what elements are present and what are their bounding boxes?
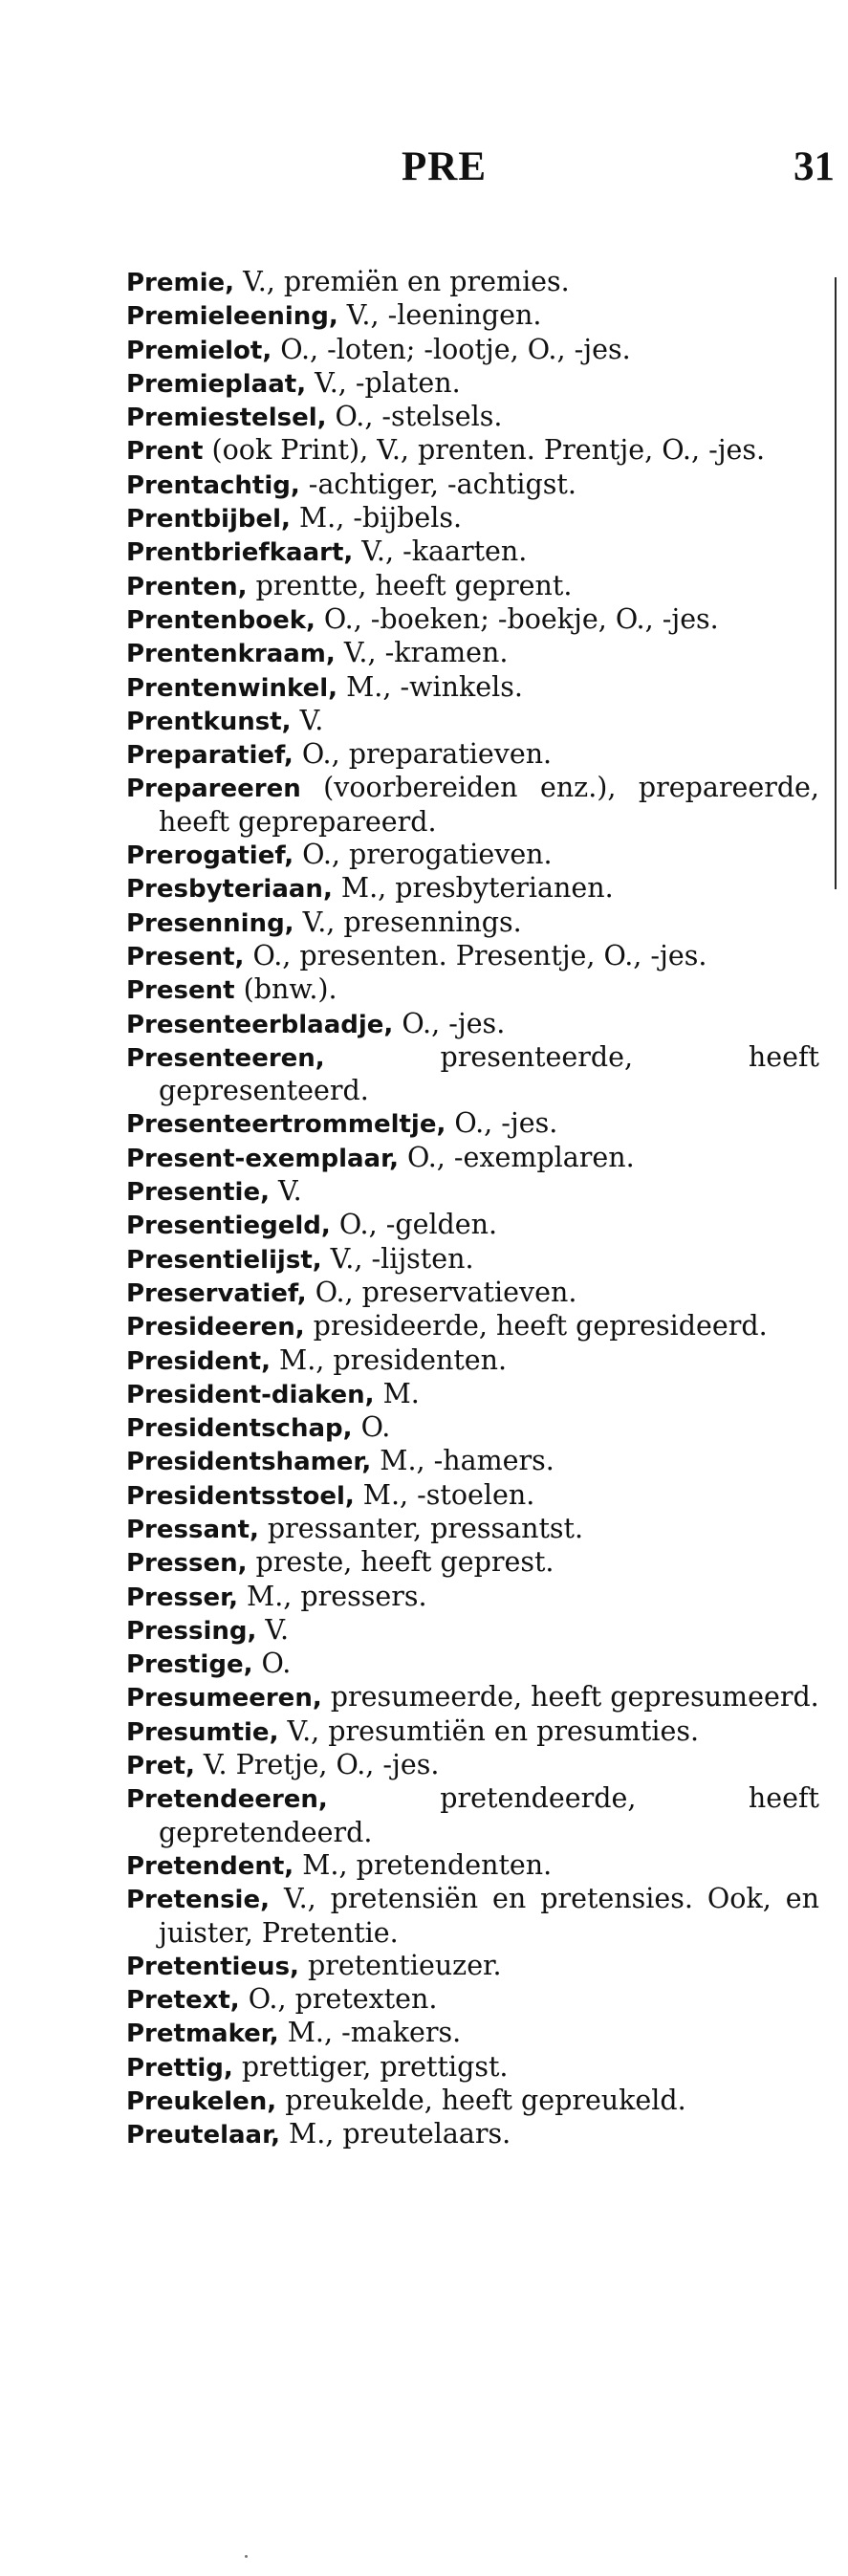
dictionary-entry <box>126 1378 819 1411</box>
entry-headword: Pressen, <box>126 1549 248 1579</box>
entry-headword: Pressant, <box>126 1515 259 1544</box>
entry-headword: Presidentsstoel, <box>126 1481 355 1511</box>
entry-headword: Present <box>126 976 235 1006</box>
dictionary-entry <box>126 570 819 603</box>
entry-definition: V., -platen. <box>306 366 461 399</box>
entry-definition: O., preservatieven. <box>306 1276 577 1308</box>
dictionary-entry <box>126 1849 819 1883</box>
dictionary-entry <box>126 1883 819 1950</box>
entry-definition: M., -bijbels. <box>290 502 463 535</box>
dictionary-entry <box>126 401 819 434</box>
dictionary-entry <box>126 1749 819 1782</box>
dictionary-entry <box>126 705 819 738</box>
entry-definition: V. <box>256 1613 290 1646</box>
entry-definition: M., presbyterianen. <box>332 872 614 905</box>
dictionary-entry <box>126 1310 819 1343</box>
entry-definition: M., -makers. <box>278 2017 462 2049</box>
entry-definition: (bnw.). <box>234 973 337 1006</box>
dictionary-entry <box>126 266 819 299</box>
entry-definition: M., -winkels. <box>337 670 523 703</box>
dictionary-entry <box>126 738 819 772</box>
entry-definition: pretendeerde, heeft gepretendeerd. <box>159 1782 819 1848</box>
entry-headword: Prentbijbel, <box>126 505 291 535</box>
entry-headword: Preservatief, <box>126 1278 307 1308</box>
dictionary-entry <box>126 940 819 973</box>
entry-definition: O. <box>252 1648 292 1680</box>
entry-definition: presideerde, heeft gepresideerd. <box>304 1310 768 1343</box>
entry-headword: Presideeren, <box>126 1313 305 1343</box>
entry-definition: preste, heeft geprest. <box>247 1546 554 1579</box>
dictionary-entry <box>126 469 819 502</box>
entry-headword: Prentenwinkel, <box>126 673 338 703</box>
page-header <box>0 143 848 201</box>
dictionary-entry <box>126 1479 819 1513</box>
dictionary-entry <box>126 2017 819 2050</box>
entry-headword: Presentie, <box>126 1178 270 1208</box>
entry-definition: presumeerde, heeft gepresumeerd. <box>321 1681 819 1714</box>
dictionary-entry <box>126 2085 819 2118</box>
entry-definition: O., -loten; -lootje, O., -jes. <box>272 333 631 365</box>
entry-headword: Presumeeren, <box>126 1684 322 1714</box>
page-number: 31 <box>794 144 835 189</box>
dictionary-entry <box>126 772 819 839</box>
entry-headword: Pretendeeren, <box>126 1785 328 1815</box>
entry-headword: Presbyteriaan, <box>126 875 333 905</box>
dictionary-entry <box>126 1782 819 1849</box>
entry-headword: Pretendent, <box>126 1851 294 1881</box>
dictionary-entry <box>126 1983 819 2017</box>
dictionary-entry <box>126 637 819 670</box>
entry-definition: M., presidenten. <box>270 1343 508 1376</box>
entry-headword: Pretext, <box>126 1986 240 2016</box>
dictionary-entry <box>126 906 819 940</box>
dictionary-entry <box>126 1411 819 1445</box>
entry-headword: Prentkunst, <box>126 707 292 736</box>
entry-headword: Prentenkraam, <box>126 640 336 669</box>
dictionary-entry <box>126 1344 819 1378</box>
entry-headword: Pressing, <box>126 1616 257 1646</box>
dictionary-entry <box>126 872 819 906</box>
entry-definition: preukelde, heeft gepreukeld. <box>276 2085 686 2117</box>
dictionary-entry <box>126 1950 819 1983</box>
dictionary-entry <box>126 839 819 872</box>
dictionary-entry <box>126 1209 819 1242</box>
entry-definition: O., -exemplaren. <box>398 1141 635 1173</box>
dictionary-entry <box>126 334 819 367</box>
entry-headword: Presumtie, <box>126 1717 279 1747</box>
dictionary-entry <box>126 2118 819 2151</box>
entry-definition: O., prerogatieven. <box>294 839 553 871</box>
entry-definition: O., -jes. <box>393 1007 506 1039</box>
dictionary-entry <box>126 1581 819 1614</box>
dictionary-entry <box>126 603 819 637</box>
dictionary-entry <box>126 1513 819 1546</box>
entry-definition: V., -leeningen. <box>337 299 542 332</box>
entry-headword: Preutelaar, <box>126 2121 280 2150</box>
dictionary-entry <box>126 1175 819 1209</box>
entry-definition: M., pressers. <box>237 1580 427 1612</box>
dictionary-entry <box>126 1648 819 1681</box>
entry-definition: V., presennings. <box>294 906 522 938</box>
dictionary-entry <box>126 1008 819 1041</box>
entry-headword: Pretentieus, <box>126 1952 299 1981</box>
entry-headword: Presentielijst, <box>126 1245 322 1275</box>
entry-definition: O., pretexten. <box>239 1983 438 2016</box>
entry-definition: prettiger, prettigst. <box>232 2050 509 2083</box>
entry-headword: Presidentshamer, <box>126 1448 372 1477</box>
column-rule <box>835 277 837 889</box>
entry-definition: M. <box>374 1377 420 1409</box>
entry-definition: pretentieuzer. <box>298 1949 502 1981</box>
entry-definition: V., -kramen. <box>335 637 509 669</box>
entry-definition: O., -jes. <box>446 1107 558 1140</box>
entry-definition: -achtiger, -achtigst. <box>299 468 576 500</box>
entry-definition: O. <box>352 1411 391 1444</box>
entry-headword: Premie, <box>126 269 235 297</box>
entry-definition: O., presenten. Presentje, O., -jes. <box>244 939 707 971</box>
entry-headword: Prent <box>126 437 204 467</box>
dictionary-entry <box>126 671 819 705</box>
entry-definition: (voorbereiden enz.), prepareerde, heeft geprepareerd. <box>159 772 819 838</box>
entry-headword: Present-exemplaar, <box>126 1144 399 1173</box>
entry-headword: Pret, <box>126 1752 195 1781</box>
entry-definition: V., premiën en premies. <box>234 266 570 297</box>
entry-headword: President-diaken, <box>126 1380 375 1409</box>
entry-headword: Premielot, <box>126 336 272 365</box>
entry-headword: Presenteeren, <box>126 1043 325 1073</box>
entry-definition: (ook Print), V., prenten. Prentje, O., -jes. <box>203 434 766 467</box>
entry-definition: O., -stelsels. <box>326 401 503 433</box>
entry-headword: President, <box>126 1346 271 1376</box>
entry-definition: V. <box>291 704 324 736</box>
entry-headword: Prentenboek, <box>126 605 315 635</box>
entry-headword: Prepareeren <box>126 775 301 804</box>
dictionary-entry <box>126 1277 819 1310</box>
entry-definition: O., -boeken; -boekje, O., -jes. <box>315 602 719 635</box>
entry-definition: V., pretensiën en pretensies. Ook, en juister, Pretentie. <box>159 1883 819 1949</box>
dictionary-entry <box>126 502 819 535</box>
entry-headword: Prestige, <box>126 1650 253 1680</box>
entry-headword: Present, <box>126 942 245 971</box>
running-head: PRE <box>402 144 487 189</box>
entry-definition: V., -kaarten. <box>353 535 528 568</box>
entry-headword: Preparatief, <box>126 741 294 771</box>
entry-headword: Preukelen, <box>126 2087 277 2117</box>
entry-headword: Prettig, <box>126 2053 233 2083</box>
dictionary-entry <box>126 1142 819 1175</box>
dictionary-entry <box>126 299 819 333</box>
entry-headword: Presser, <box>126 1583 238 1612</box>
entry-headword: Presenteerblaadje, <box>126 1010 394 1039</box>
dictionary-entry <box>126 1243 819 1277</box>
dictionary-entry <box>126 535 819 569</box>
print-speck <box>245 2555 248 2558</box>
dictionary-entry <box>126 973 819 1007</box>
entry-headword: Prenten, <box>126 572 248 601</box>
dictionary-entry <box>126 1041 819 1108</box>
entry-headword: Pretmaker, <box>126 2019 279 2049</box>
entry-headword: Presentiegeld, <box>126 1212 331 1241</box>
entry-definition: M., pretendenten. <box>294 1848 553 1881</box>
entry-definition: V., -lijsten. <box>321 1242 474 1275</box>
entry-headword: Presenteertrommeltje, <box>126 1110 446 1140</box>
entry-definition: V., presumtiën en presumties. <box>278 1714 700 1747</box>
entry-headword: Prerogatief, <box>126 841 294 871</box>
entry-definition: pressanter, pressantst. <box>258 1512 584 1544</box>
entry-definition: M., -hamers. <box>371 1445 554 1477</box>
entry-headword: Prentbriefkaart, <box>126 538 354 568</box>
entry-definition: O., preparatieven. <box>293 738 553 771</box>
dictionary-entry <box>126 1546 819 1580</box>
entry-headword: Presenning, <box>126 908 294 938</box>
entry-definition: V. Pretje, O., -jes. <box>194 1749 440 1781</box>
dictionary-entry-list <box>126 266 819 2152</box>
dictionary-entry <box>126 367 819 401</box>
entry-definition: presenteerde, heeft gepresenteerd. <box>159 1040 819 1107</box>
dictionary-entry <box>126 1445 819 1478</box>
dictionary-entry <box>126 1107 819 1141</box>
entry-definition: M., -stoelen. <box>354 1478 535 1511</box>
dictionary-entry <box>126 2051 819 2085</box>
dictionary-entry <box>126 1614 819 1648</box>
entry-headword: Premieplaat, <box>126 369 307 399</box>
dictionary-entry <box>126 1715 819 1749</box>
entry-headword: Pretensie, <box>126 1886 270 1915</box>
entry-definition: M., preutelaars. <box>279 2118 511 2150</box>
entry-definition: O., -gelden. <box>330 1209 498 1241</box>
entry-headword: Presidentschap, <box>126 1414 353 1444</box>
entry-headword: Premiestelsel, <box>126 404 327 433</box>
entry-headword: Prentachtig, <box>126 470 300 500</box>
entry-definition: V. <box>269 1175 302 1208</box>
entry-headword: Premieleening, <box>126 302 338 332</box>
entry-definition: prentte, heeft geprent. <box>247 569 573 601</box>
dictionary-entry <box>126 1681 819 1714</box>
dictionary-entry <box>126 434 819 468</box>
